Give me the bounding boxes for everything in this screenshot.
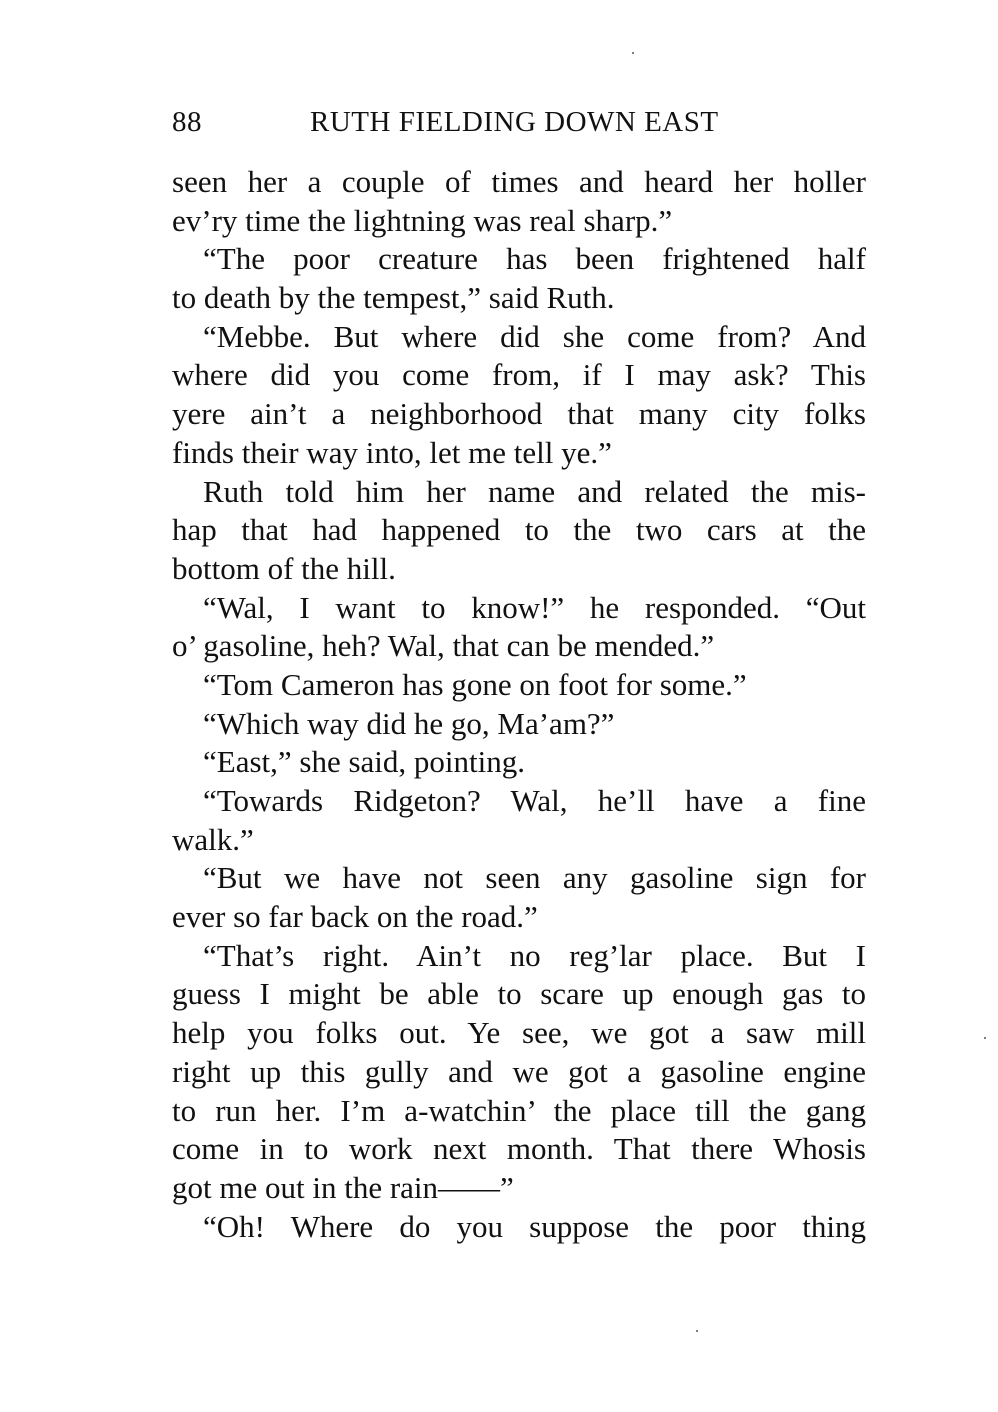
text-line: hap that had happened to the two cars at the bbox=[172, 512, 866, 548]
text-line: to death by the tempest,” said Ruth. bbox=[172, 280, 615, 316]
text-line: “Tom Cameron has gone on foot for some.” bbox=[203, 666, 747, 702]
text-line: “Which way did he go, Ma’am?” bbox=[203, 705, 615, 741]
text-line: “Oh! Where do you suppose the poor thing bbox=[203, 1208, 866, 1244]
text-line: guess I might be able to scare up enough gas to bbox=[172, 976, 866, 1012]
text-line: “Wal, I want to know!” he responded. “Out bbox=[203, 589, 866, 625]
text-line: ev’ry time the lightning was real sharp.” bbox=[172, 202, 673, 238]
text-line: bottom of the hill. bbox=[172, 550, 396, 586]
text-line: come in to work next month. That there Whosis bbox=[172, 1131, 866, 1167]
text-line: yere ain’t a neighborhood that many city folks bbox=[172, 396, 866, 432]
text-line: got me out in the rain——” bbox=[172, 1169, 514, 1205]
text-line: “Towards Ridgeton? Wal, he’ll have a fine bbox=[203, 783, 866, 818]
text-line: finds their way into, let me tell ye.” bbox=[172, 434, 612, 470]
text-line: walk.” bbox=[172, 821, 254, 857]
text-line: “The poor creature has been frightened half bbox=[203, 241, 866, 277]
running-title: RUTH FIELDING DOWN EAST bbox=[310, 106, 719, 138]
text-line: to run her. I’m a-watchin’ the place till the gang bbox=[172, 1092, 866, 1128]
text-line: ever so far back on the road.” bbox=[172, 899, 538, 935]
text-line: right up this gully and we got a gasoline engine bbox=[172, 1053, 866, 1089]
text-line: seen her a couple of times and heard her holler bbox=[172, 164, 866, 199]
page-number: 88 bbox=[172, 106, 202, 138]
text-line: help you folks out. Ye see, we got a saw mill bbox=[172, 1015, 866, 1051]
text-line: “Mebbe. But where did she come from? And bbox=[203, 318, 866, 354]
text-line: where did you come from, if I may ask? This bbox=[172, 357, 866, 393]
text-line: o’ gasoline, heh? Wal, that can be mended.” bbox=[172, 628, 715, 664]
text-line: Ruth told him her name and related the mis- bbox=[203, 473, 866, 509]
text-line: “East,” she said, pointing. bbox=[203, 744, 525, 780]
page-header bbox=[172, 106, 872, 146]
body-text bbox=[172, 163, 866, 1246]
text-line: “That’s right. Ain’t no reg’lar place. But I bbox=[203, 937, 866, 973]
text-line: “But we have not seen any gasoline sign for bbox=[203, 860, 866, 896]
